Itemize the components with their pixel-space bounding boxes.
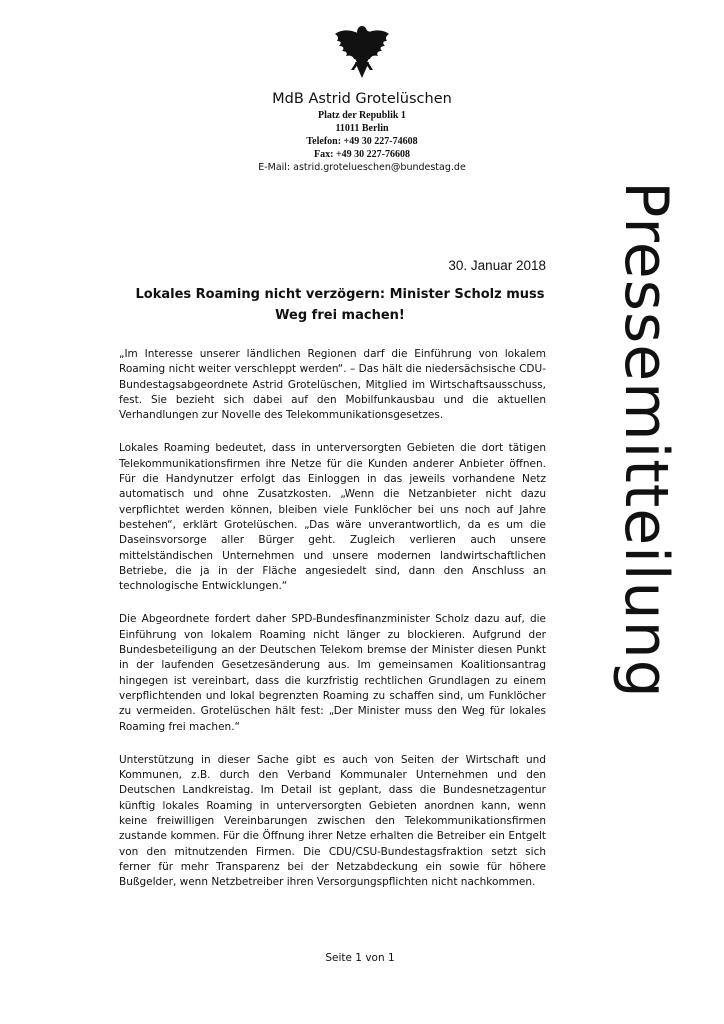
- paragraph-2: Lokales Roaming bedeutet, dass in unterversorgten Gebieten die dort tätigen Telekommunikationsfirmen ihre Netze für die Kunden anderer Anbieter öffnen. Für die Handynutzer erfolgt das Einloggen in das jeweils vorhandene Netz automatisch und ohne Zusatzkosten. „Wenn die Netzanbieter nicht dazu verpflichtet werden können, bleiben viele Funklöcher bei uns noch auf Jahre bestehen“, erklärt Grotelüschen. „Das wäre unverantwortlich, da es um die Daseinsvorsorge aller Bürger geht. Zugleich verlieren auch unsere mittelständischen Unternehmen und unsere modernen landwirtschaftlichen Betriebe, die ja in der Fläche angesiedelt sind, dann den Anschluss an technologische Entwicklungen.“: [119, 442, 546, 593]
- paragraph-4: Unterstützung in dieser Sache gibt es auch von Seiten der Wirtschaft und Kommunen, z.B. durch den Verband Kommunaler Unternehmen und den Deutschen Landkreistag. Im Detail ist geplant, dass die Bundesnetzagentur künftig lokales Roaming in unterversorgten Gebieten anordnen kann, wenn keine freiwilligen Vereinbarungen zwischen den Telekommunikationsfirmen zustande kommen. Für die Öffnung ihrer Netze erhalten die Betreiber ein Entgelt von den mitnutzenden Firmen. Die CDU/CSU-Bundestagsfraktion setzt sich ferner für mehr Transparenz bei der Netzabdeckung ein sowie für höhere Bußgelder, wenn Netzbetreiber ihren Versorgungspflichten nicht nachkommen.: [119, 753, 546, 889]
- paragraph-1: „Im Interesse unserer ländlichen Regionen darf die Einführung von lokalem Roaming nicht weiter verschleppt werden“. – Das hält die niedersächsische CDU-Bundestagsabgeordnete Astrid Grotelüschen, Mitglied im Wirtschaftsausschuss, fest. Sie bezieht sich dabei auf den Mobilfunkausbau und die aktuellen Verhandlungen zur Novelle des Telekommunikationsgesetzes.: [119, 348, 546, 422]
- headline: [120, 284, 560, 326]
- release-date: 30. Januar 2018: [448, 258, 546, 273]
- pressemitteilung-label: Pressemitteilung: [611, 181, 681, 699]
- sender-block: [190, 90, 534, 174]
- sender-email: E-Mail: astrid.grotelueschen@bundestag.de: [258, 162, 466, 173]
- press-release-body: [119, 347, 546, 909]
- headline-line-1: Lokales Roaming nicht verzögern: Minister Scholz muss: [135, 287, 545, 302]
- federal-eagle-icon: [331, 22, 393, 80]
- sender-street: Platz der Republik 1: [318, 110, 406, 121]
- sender-fax: Fax: +49 30 227-76608: [314, 149, 410, 160]
- page-number: Seite 1 von 1: [325, 952, 395, 964]
- sender-phone: Telefon: +49 30 227-74608: [306, 136, 418, 147]
- headline-line-2: Weg frei machen!: [275, 308, 405, 323]
- paragraph-3: Die Abgeordnete fordert daher SPD-Bundesfinanzminister Scholz dazu auf, die Einführung von lokalem Roaming nicht länger zu blockieren. Aufgrund der Bundesbeteiligung an der Deutschen Telekom bremse der Minister diesen Punkt in der laufenden Gesetzesänderung aus. Im gemeinsamen Koalitionsantrag hingegen ist vereinbart, dass die kurzfristig rechtlichen Grundlagen zu einem verpflichtenden und lokal begrenzten Roaming zu schaffen sind, um Funklöcher zu vermeiden. Grotelüschen hält fest: „Der Minister muss den Weg für lokales Roaming frei machen.“: [119, 613, 546, 733]
- sender-city: 11011 Berlin: [335, 123, 389, 134]
- sender-name: MdB Astrid Grotelüschen: [272, 91, 452, 107]
